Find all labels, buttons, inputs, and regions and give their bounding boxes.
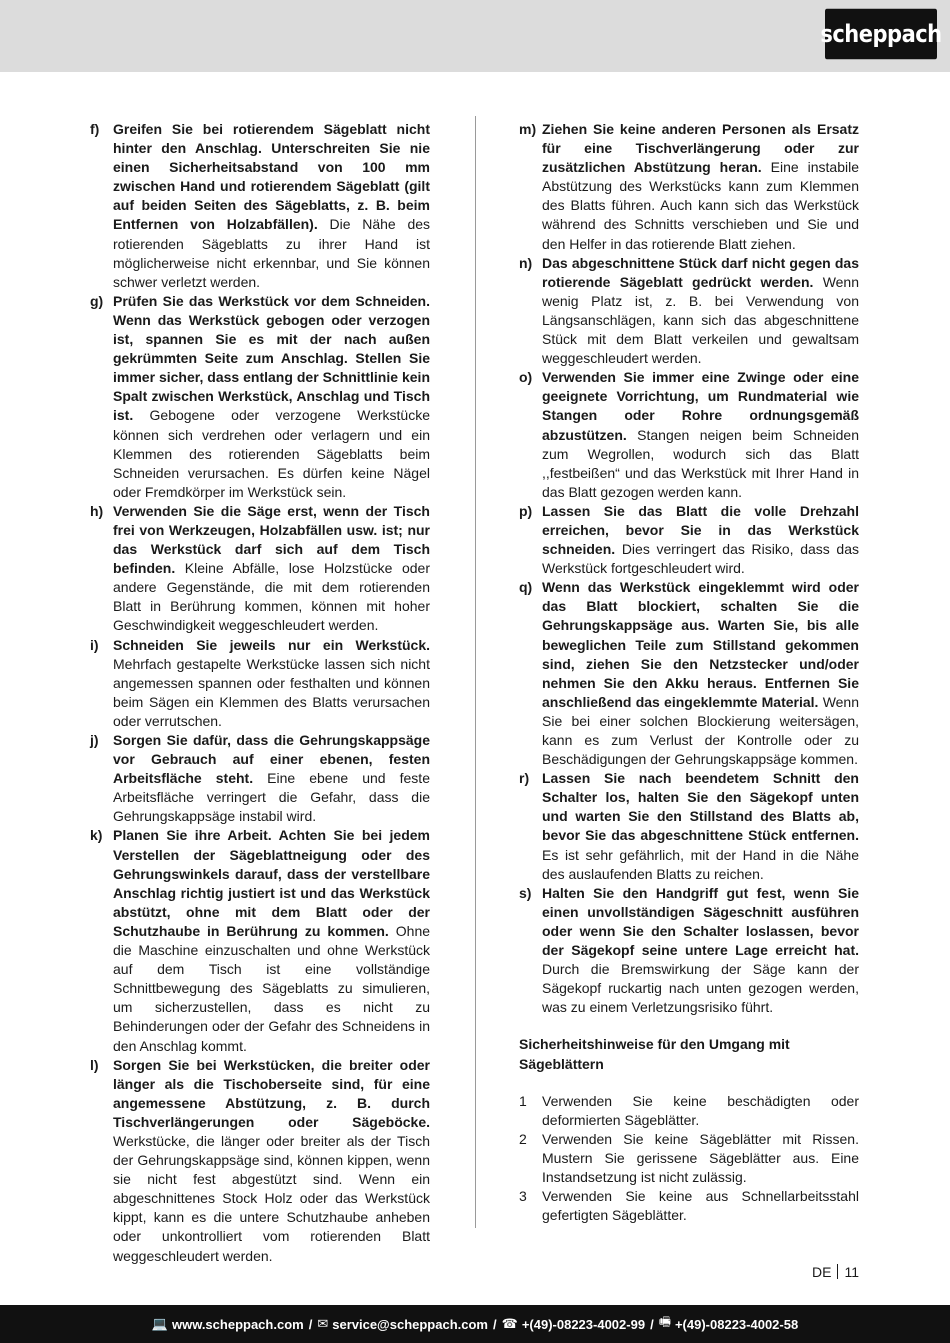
list-item (90, 502, 430, 636)
item-normal-text: Ohne die Maschine einzuschalten und ohne Werkstück auf dem Tisch ist eine vollständige Schnittbewegung des Sägeblatts zu simulieren, um sicherzustellen, dass es nicht zu Behinderungen oder der Gefahr des Schneidens in den Anschlag kommt. (113, 922, 431, 1054)
list-item (90, 636, 430, 731)
item-normal-text: Es ist sehr gefährlich, mit der Hand in die Nähe des auslaufenden Blatts zu reichen. (542, 846, 859, 882)
item-text (542, 502, 859, 578)
item-normal-text: Gebogene oder verzogene Werkstücke können sich verdrehen oder verlagern und ein Klemmen des rotierenden Sägeblatts beim Schneiden verursachen. Es dürfen keine Nägel oder Fremdkörper im Werkstück sein. (113, 407, 430, 500)
item-normal-text: Durch die Bremswirkung der Säge kann der Sägekopf ruckartig nach unten gezogen werden, was zu einem Verletzungsrisiko führt. (542, 961, 859, 1016)
item-bold-text: Lassen Sie nach beendetem Schnitt den Schalter los, halten Sie den Sägekopf unten und warten Sie den Stillstand des Blatts ab, bevor Sie das abgeschnittene Stück entfernen. (542, 770, 859, 844)
item-text (542, 578, 859, 769)
item-bold-text: Greifen Sie bei rotierendem Sägeblatt nicht hinter den Anschlag. Unterschreiten Sie nie einen Sicherheitsabstand von 100 mm zwischen Hand und rotierendem Sägeblatt (gilt auf beiden Seiten des Sägeblatts, z. B. beim Entfernen von Holzabfällen). (113, 121, 430, 233)
item-normal-text: Die Nähe des rotierenden Sägeblatts zu ihrer Hand ist möglicherweise nicht erkennbar, und Sie können schwer verletzt werden. (113, 216, 431, 290)
list-item (519, 368, 859, 502)
footer-phone[interactable]: +(49)-08223-4002-99 (521, 1316, 646, 1332)
footer-email[interactable]: service@scheppach.com (332, 1316, 488, 1332)
footer-separator: / (308, 1316, 313, 1332)
item-normal-text: Kleine Abfälle, lose Holzstücke oder andere Gegenstände, die mit dem rotierenden Blatt in Berührung kommen, können mit hoher Geschwindigkeit weggeschleudert werden. (113, 560, 431, 634)
item-label: h) (90, 502, 104, 519)
language-code: DE (812, 1264, 832, 1280)
item-label: m) (519, 121, 537, 137)
item-label: f) (90, 121, 100, 137)
list-item (519, 884, 859, 1018)
item-label: n) (519, 254, 533, 271)
item-bold-text: Schneiden Sie jeweils nur ein Werkstück. (113, 636, 430, 653)
numbered-item (519, 1130, 859, 1187)
item-label: p) (519, 502, 533, 519)
numbered-item (519, 1187, 859, 1225)
item-label: s) (519, 884, 532, 901)
item-number: 2 (519, 1130, 527, 1147)
page-number (812, 1264, 859, 1280)
item-text (542, 769, 859, 884)
item-bold-text: Planen Sie ihre Arbeit. Achten Sie bei jedem Verstellen der Sägeblattneigung oder des Gehrungswinkels darauf, dass der verstellbare Anschlag richtig justiert ist und das Werkstück abstützt, ohne mit dem Blatt oder der Schutzhaube in Berührung zu kommen. (113, 827, 430, 939)
item-normal-text: Eine ebene und feste Arbeitsfläche verringert die Gefahr, dass die Gehrungskappsäge instabil wird. (113, 770, 430, 825)
item-text (113, 731, 430, 826)
left-column (90, 120, 430, 1266)
item-label: j) (90, 732, 99, 748)
numbered-item (519, 1092, 859, 1130)
item-bold-text: Sorgen Sie bei Werkstücken, die breiter oder länger als die Tischoberseite sind, für eine angemessene Abstützung, z. B. durch Tischverlängerungen oder Sägeböcke. (113, 1056, 430, 1130)
item-bold-text: Sorgen Sie dafür, dass die Gehrungskappsäge vor Gebrauch auf einer ebenen, festen Arbeitsfläche steht. (113, 732, 430, 787)
item-label: l) (90, 1056, 99, 1073)
item-normal-text: Wenn wenig Platz ist, z. B. bei Verwendung von Längsanschlägen, kann sich das abgeschnittene Stück mit dem Blatt verkeilen und gewaltsam weggeschleudert werden. (542, 273, 860, 367)
footer-separator: / (650, 1316, 654, 1332)
page-number-value: 11 (844, 1264, 859, 1280)
list-item (519, 254, 859, 369)
item-text: Verwenden Sie keine Sägeblätter mit Rissen. Mustern Sie gerissene Sägeblätter aus. Eine Instandsetzung ist nicht zulässig. (542, 1130, 859, 1185)
item-number: 3 (519, 1188, 527, 1205)
item-label: i) (90, 636, 99, 653)
item-number: 1 (519, 1092, 527, 1109)
section-heading: Sicherheitshinweise für den Umgang mit Sägeblättern (519, 1036, 790, 1072)
list-item (90, 292, 430, 502)
item-bold-text: Ziehen Sie keine anderen Personen als Ersatz für eine Tischverlängerung oder zur zusätzlichen Abstützung heran. (542, 121, 859, 176)
item-text (113, 120, 430, 292)
item-text: Verwenden Sie keine aus Schnellarbeitsstahl gefertigten Sägeblätter. (542, 1188, 859, 1224)
item-bold-text: Prüfen Sie das Werkstück vor dem Schneiden. Wenn das Werkstück gebogen oder verzogen ist, spannen Sie es mit der nach außen gekrümmten Seite zum Anschlag. Stellen Sie immer sicher, dass entlang der Schnittlinie kein Spalt zwischen Werkstück, Anschlag und Tisch ist. (113, 292, 430, 424)
list-item (90, 1056, 430, 1266)
logo-text: scheppach (820, 20, 942, 48)
list-item (519, 502, 859, 578)
item-text (113, 826, 430, 1055)
item-bold-text: Verwenden Sie die Säge erst, wenn der Tisch frei von Werkzeugen, Holzabfällen usw. ist; nur das Werkstück darf sich auf dem Tisch befinden. (113, 502, 430, 577)
item-text (113, 502, 430, 636)
item-bold-text: Lassen Sie das Blatt die volle Drehzahl erreichen, bevor Sie in das Werkstück schneiden. (542, 502, 859, 558)
header-band (0, 0, 950, 72)
item-text (113, 1056, 430, 1266)
item-text (113, 292, 430, 502)
footer-fax: +(49)-08223-4002-58 (674, 1316, 799, 1332)
item-text (542, 884, 859, 1018)
item-label: q) (519, 579, 533, 596)
item-normal-text: Stangen neigen beim Schneiden zum Wegrollen, wodurch sich das Blatt ,,festbeißen“ und das Werkstück mit Ihrer Hand in das Blatt gezogen werden kann. (542, 426, 859, 500)
column-divider (475, 116, 476, 1228)
page-number-separator (837, 1264, 838, 1279)
list-item (519, 120, 859, 254)
item-label: o) (519, 369, 533, 386)
scheppach-logo (820, 9, 942, 60)
item-normal-text: Mehrfach gestapelte Werkstücke lassen sich nicht angemessen spannen oder festhalten und können beim Sägen ein Klemmen des Blatts verursachen oder verrutschen. (113, 655, 430, 729)
list-item (90, 120, 430, 292)
footer-website[interactable]: www.scheppach.com (171, 1316, 304, 1332)
item-bold-text: Verwenden Sie immer eine Zwinge oder eine geeignete Vorrichtung, um Rundmaterial wie Stangen oder Rohre ordnungsgemäß abzustützen. (542, 369, 859, 443)
item-label: r) (519, 770, 530, 787)
item-text: Verwenden Sie keine beschädigten oder deformierten Sägeblätter. (542, 1092, 859, 1128)
item-normal-text: Werkstücke, die länger oder breiter als der Tisch der Gehrungskappsäge sind, können kippen, wenn sie nicht fest abgestützt sind. Wenn ein abgeschnittenes Stock Holz oder das Werkstück kippt, kann es die untere Schutzhaube anheben oder unkontrolliert vom rotierenden Blatt weggeschleudert werden. (113, 1132, 430, 1264)
list-item (519, 578, 859, 769)
item-label: g) (90, 292, 104, 309)
footer-bar (0, 1305, 950, 1343)
item-bold-text: Das abgeschnittene Stück darf nicht gegen das rotierende Sägeblatt gedrückt werden. (542, 254, 859, 290)
list-item (90, 731, 430, 826)
item-bold-text: Halten Sie den Handgriff gut fest, wenn Sie einen unvollständigen Sägeschnitt ausführen oder wenn Sie den Schalter loslassen, bevor der Sägekopf seine untere Lage erreicht hat. (542, 884, 859, 959)
right-column (519, 120, 859, 1225)
email-icon: ✉ (317, 1316, 329, 1331)
list-item (519, 769, 859, 884)
phone-icon: ☎ (501, 1316, 518, 1331)
fax-icon: 🖷 (658, 1314, 671, 1329)
computer-icon: 💻 (151, 1316, 168, 1331)
item-normal-text: Wenn Sie bei einer solchen Blockierung weitersägen, kann es zum Verlust der Kontrolle oder zu Beschädigungen der Gehrungskappsäge kommen. (542, 693, 860, 768)
item-bold-text: Wenn das Werkstück eingeklemmt wird oder das Blatt blockiert, schalten Sie die Gehrungskappsäge aus. Warten Sie, bis alle beweglichen Teile zum Stillstand gekommen sind, ziehen Sie den Netzstecker und/oder nehmen Sie den Akku heraus. Entfernen Sie anschließend das eingeklemmte Material. (542, 579, 859, 710)
item-label: k) (90, 827, 103, 844)
footer-separator: / (493, 1316, 497, 1332)
list-item (90, 826, 430, 1055)
item-text (113, 636, 430, 731)
item-normal-text: Dies verringert das Risiko, dass das Werkstück fortgeschleudert wird. (542, 541, 860, 577)
item-text (542, 120, 859, 254)
item-normal-text: Eine instabile Abstützung des Werkstücks kann zum Klemmen des Blatts führen. Auch kann sich das Werkstück während des Schnitts verschieben und Sie und den Helfer in das rotierende Blatt ziehen. (542, 159, 860, 252)
item-text (542, 368, 859, 502)
item-text (542, 254, 859, 369)
